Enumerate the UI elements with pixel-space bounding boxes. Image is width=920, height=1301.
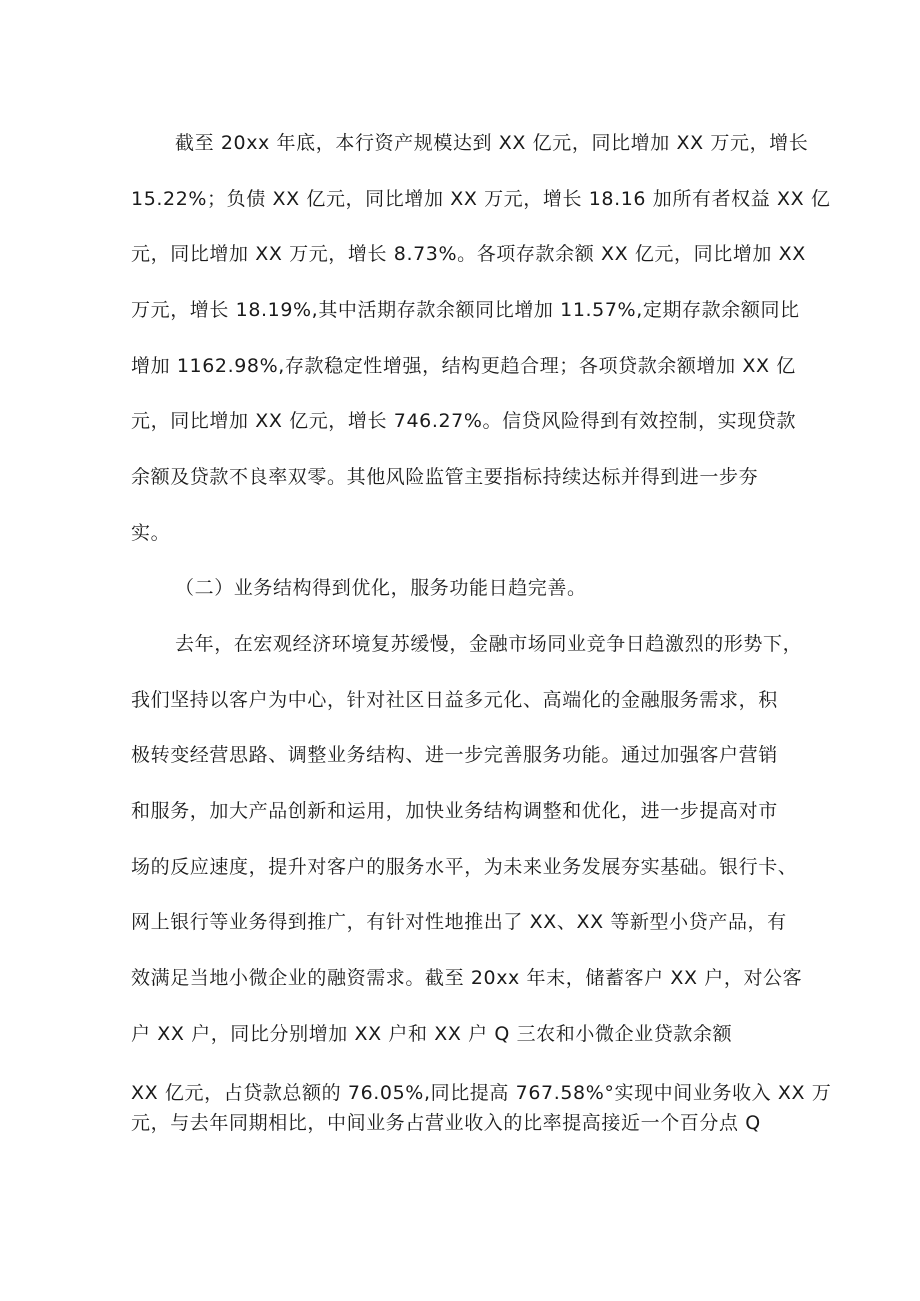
paragraph-1-line-4: 万元，增长 18.19%,其中活期存款余额同比增加 11.57%,定期存款余额同比 — [131, 299, 800, 321]
section-heading: （二）业务结构得到优化，服务功能日趋完善。 — [175, 577, 587, 599]
paragraph-2-line-5: 场的反应速度，提升对客户的服务水平，为未来业务发展夯实基础。银行卡、 — [131, 856, 798, 878]
paragraph-1-line-6: 元，同比增加 XX 亿元，增长 746.27%。信贷风险得到有效控制，实现贷款 — [131, 410, 797, 432]
paragraph-2-line-6: 网上银行等业务得到推广，有针对性地推出了 XX、XX 等新型小贷产品，有 — [131, 911, 787, 933]
paragraph-2-line-4: 和服务，加大产品创新和运用，加快业务结构调整和优化，进一步提高对市 — [131, 800, 778, 822]
paragraph-1-line-2: 15.22%；负债 XX 亿元，同比增加 XX 万元，增长 18.16 加所有者权益 XX 亿 — [131, 188, 831, 210]
paragraph-1-line-3: 元，同比增加 XX 万元，增长 8.73%。各项存款余额 XX 亿元，同比增加 XX — [131, 243, 806, 265]
paragraph-1-line-1: 截至 20xx 年底，本行资产规模达到 XX 亿元，同比增加 XX 万元，增长 — [175, 132, 809, 154]
paragraph-1-line-8: 实。 — [131, 522, 171, 544]
paragraph-2-line-3: 极转变经营思路、调整业务结构、进一步完善服务功能。通过加强客户营销 — [131, 744, 778, 766]
paragraph-2-line-1: 去年，在宏观经济环境复苏缓慢，金融市场同业竞争日趋激烈的形势下， — [175, 633, 803, 655]
paragraph-3-line-1: XX 亿元，占贷款总额的 76.05%,同比提高 767.58%°实现中间业务收入 XX 万 — [131, 1082, 832, 1104]
paragraph-2-line-2: 我们坚持以客户为中心，针对社区日益多元化、高端化的金融服务需求，积 — [131, 689, 778, 711]
paragraph-2-line-7: 效满足当地小微企业的融资需求。截至 20xx 年末，储蓄客户 XX 户，对公客 — [131, 967, 803, 989]
paragraph-3-line-2: 元，与去年同期相比，中间业务占营业收入的比率提高接近一个百分点 Q — [131, 1112, 761, 1134]
paragraph-1-line-7: 余额及贷款不良率双零。其他风险监管主要指标持续达标并得到进一步夯 — [131, 466, 759, 488]
paragraph-2-line-8: 户 XX 户，同比分别增加 XX 户和 XX 户 Q 三农和小微企业贷款余额 — [131, 1023, 733, 1045]
paragraph-1-line-5: 增加 1162.98%,存款稳定性增强，结构更趋合理；各项贷款余额增加 XX 亿 — [131, 355, 796, 377]
